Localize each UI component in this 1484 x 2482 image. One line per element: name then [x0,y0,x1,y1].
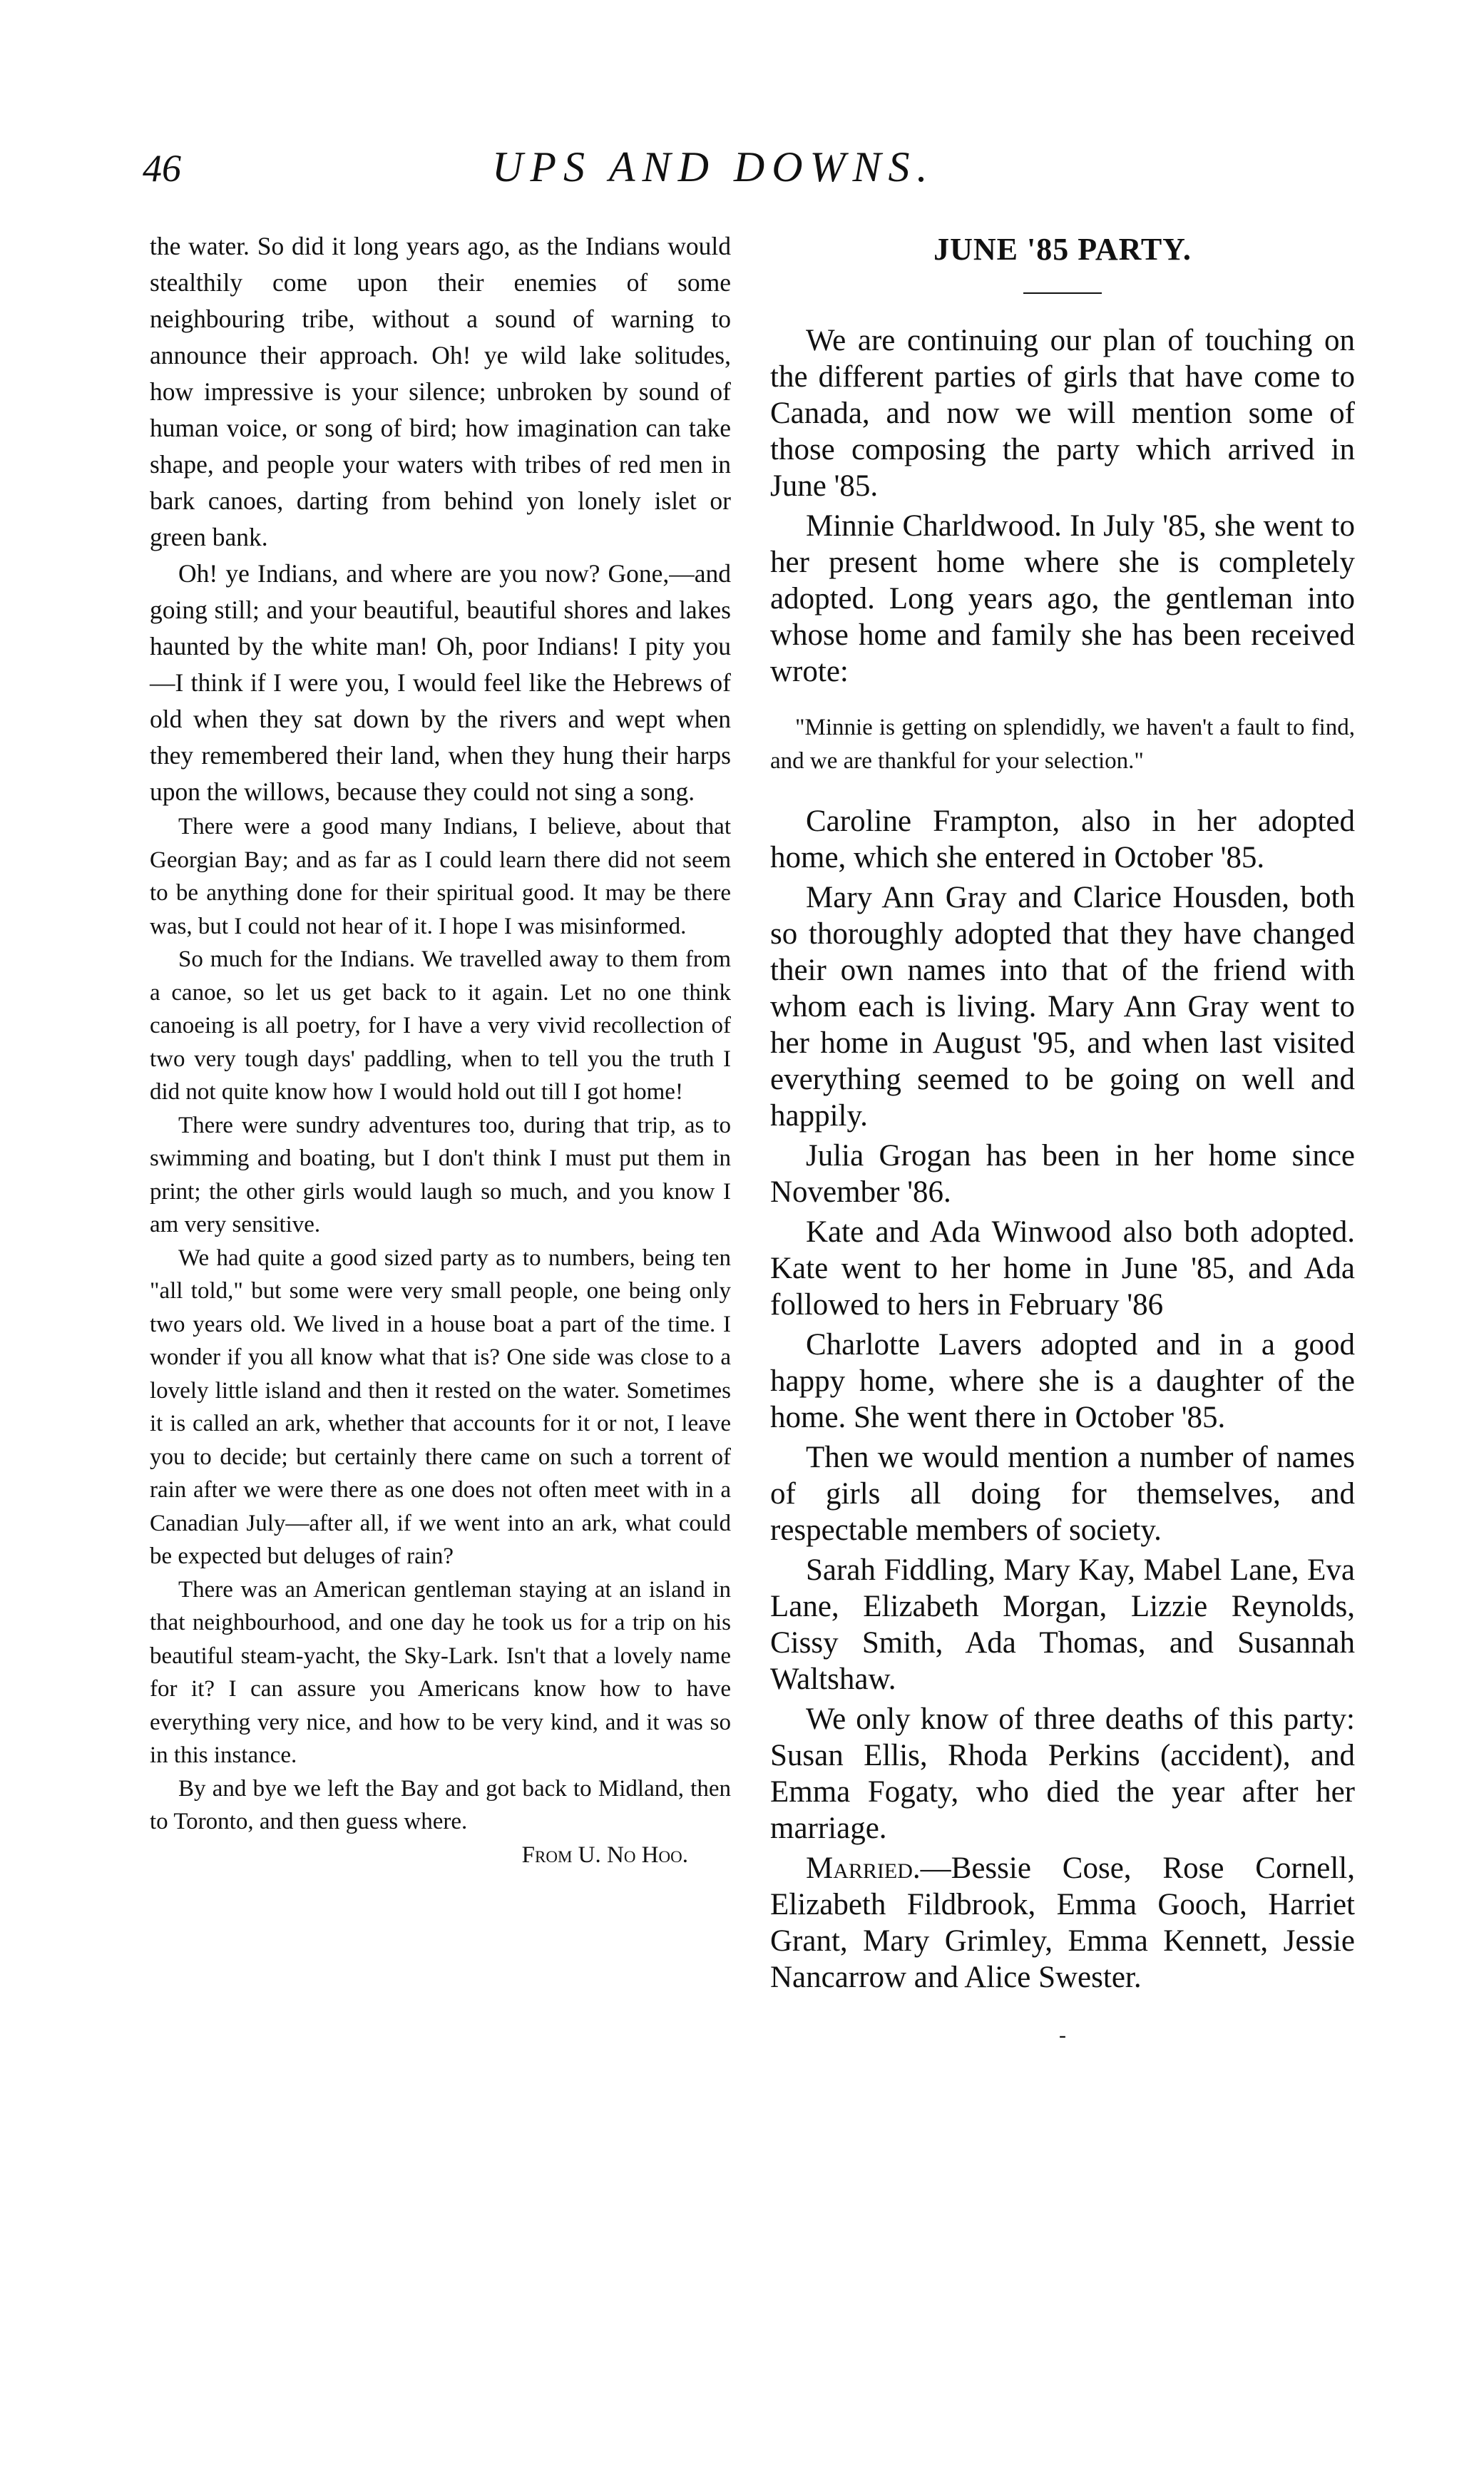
married-label: Married. [806,1852,921,1885]
right-paragraph: Sarah Fiddling, Mary Kay, Mabel Lane, Eva Lane, Elizabeth Morgan, Lizzie Reynolds, Cissy Smith, Ada Thomas, and Susannah Waltshaw. [770,1553,1355,1696]
running-head: UPS AND DOWNS. [492,143,935,190]
left-paragraph: There were a good many Indians, I believe, about that Georgian Bay; and as far as I could learn there did not seem to be anything done for their spiritual good. It may be there was, but I could not hear of it. I hope I was misinformed. [150,814,731,939]
left-paragraph: By and bye we left the Bay and got back to Midland, then to Toronto, and then guess where. [150,1775,731,1834]
right-paragraph: Charlotte Lavers adopted and in a good happy home, where she is a daughter of the home. She went there in October '85. [770,1328,1355,1434]
right-paragraph: Mary Ann Gray and Clarice Housden, both so thoroughly adopted that they have changed their own names into that of the friend with whom each is living. Mary Ann Gray went to her home in August '95, and when last visited everything seemed to be going on well and happily. [770,881,1355,1133]
right-paragraph: We only know of three deaths of this party: Susan Ellis, Rhoda Perkins (accident), and Emma Fogaty, who died the year after her marriage. [770,1702,1355,1845]
right-column [770,228,1355,2053]
section-heading: JUNE '85 PARTY. [933,232,1192,267]
right-paragraph: Kate and Ada Winwood also both adopted. Kate went to her home in June '85, and Ada followed to hers in February '86 [770,1215,1355,1322]
right-paragraph: Then we would mention a number of names of girls all doing for themselves, and respectable members of society. [770,1441,1355,1547]
left-paragraph: So much for the Indians. We travelled away to them from a canoe, so let us get back to it again. Let no one think canoeing is all poetry, for I have a very vivid recollection of two very tough days' paddling, when to tell you the truth I did not quite know how I would hold out till I got home! [150,946,731,1105]
right-paragraph: Julia Grogan has been in her home since November '86. [770,1139,1355,1209]
married-paragraph [770,1850,1355,1996]
heading-rule [1023,292,1102,294]
right-paragraph: Caroline Frampton, also in her adopted home, which she entered in October '85. [770,805,1355,874]
page-number: 46 [143,147,181,190]
end-mark: - [1059,2023,1066,2047]
left-column [150,228,731,1871]
compact-section [150,810,731,1871]
left-paragraph: There were sundry adventures too, during that trip, as to swimming and boating, but I don't think I must put them in print; the other girls would laugh so much, and you know I am very sensitive. [150,1112,731,1237]
left-paragraph: There was an American gentleman staying at an island in that neighbourhood, and one day he took us for a trip on his beautiful steam-yacht, the Sky-Lark. Isn't that a lovely name for it? I can assure you Americans know how to have everything very nice, and how to be very kind, and it was so in this instance. [150,1576,731,1768]
married-text: —Bessie Cose, Rose Cornell, Elizabeth Fildbrook, Emma Gooch, Harriet Grant, Mary Grimley, Emma Kennett, Jessie Nancarrow and Alice Swester. [770,1852,1355,1994]
left-paragraph: We had quite a good sized party as to numbers, being ten "all told," but some were very small people, one being only two years old. We lived in a house boat a part of the time. I wonder if you all know what that is? One side was close to a lovely little island and then it rested on the water. Sometimes it is called an ark, whether that accounts for it or not, I leave you to decide; but certainly there came on such a torrent of rain after we were there as one does not often meet with in a Canadian July—after all, if we went into an ark, what could be expected but deluges of rain? [150,1245,731,1569]
right-paragraph: We are continuing our plan of touching on the different parties of girls that have come to Canada, and now we will mention some of those composing the party which arrived in June '85. [770,324,1355,503]
right-paragraph: Minnie Charldwood. In July '85, she went to her present home where she is completely adopted. Long years ago, the gentleman into whose home and family she has been received wrote: [770,509,1355,688]
letter-quote: "Minnie is getting on splendidly, we haven't a fault to find, and we are thankful for your selection." [770,715,1355,774]
signature-line [150,1839,731,1872]
left-paragraph: the water. So did it long years ago, as the Indians would stealthily come upon their enemies of some neighbouring tribe, without a sound of warning to announce their approach. Oh! ye wild lake solitudes, how impressive is your silence; unbroken by sound of human voice, or song of bird; how imagination can take shape, and people your waters with tribes of red men in bark canoes, darting from behind yon lonely islet or green bank. [150,232,731,551]
signature: From U. No Hoo. [521,1842,688,1868]
left-paragraph: Oh! ye Indians, and where are you now? Gone,—and going still; and your beautiful, beautiful shores and lakes haunted by the white man! Oh, poor Indians! I pity you—I think if I were you, I would feel like the Hebrews of old when they sat down by the rivers and wept when they remembered their land, when they hung their harps upon the willows, because they could not sing a song. [150,559,731,806]
